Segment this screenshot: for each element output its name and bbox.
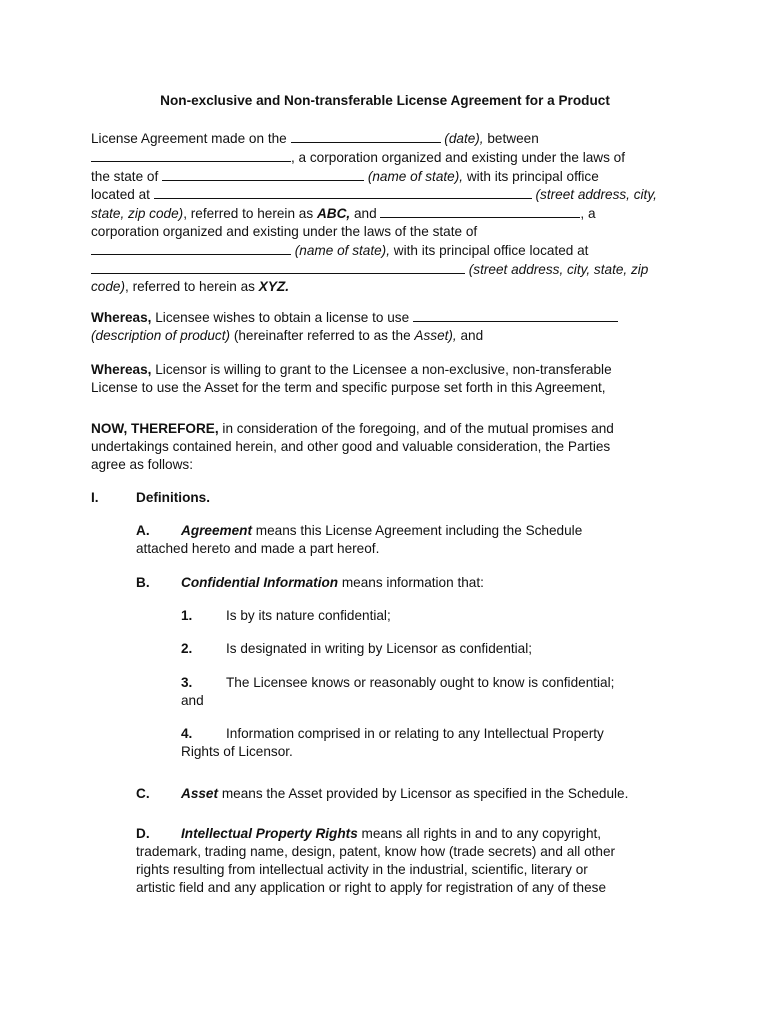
intro-text: License Agreement made on the <box>91 131 287 146</box>
definition-intellectual-property-rights <box>136 825 696 897</box>
date-blank <box>291 129 441 143</box>
intro-text: , referred to herein as <box>125 279 255 295</box>
address-hint: code) <box>91 279 126 295</box>
section-title: Definitions. <box>136 490 211 505</box>
whereas-text: (hereinafter referred to as the <box>233 327 411 343</box>
date-hint: (date), <box>444 131 484 146</box>
list-item-number: 3. <box>181 675 193 690</box>
whereas-line <box>91 308 683 327</box>
list-item-line <box>181 674 661 692</box>
intro-line <box>91 148 683 167</box>
definition-text: means the Asset provided by Licensor as specified in the Schedule. <box>221 786 629 801</box>
product-blank <box>413 308 618 322</box>
list-item-line <box>181 607 661 625</box>
now-therefore-lead: NOW, THEREFORE, <box>91 421 219 436</box>
now-therefore-text: in consideration of the foregoing, and of the mutual promises and <box>222 421 614 436</box>
list-item-line: Rights of Licensor. <box>181 744 293 759</box>
address-hint: (street address, city, <box>535 187 657 203</box>
asset-term: Asset), <box>414 327 457 343</box>
state-blank <box>91 241 291 255</box>
definition-line: trademark, trading name, design, patent, know how (trade secrets) and all other <box>136 844 616 859</box>
definition-line <box>136 522 696 540</box>
intro-line: corporation organized and existing under the laws of the state of <box>91 223 478 239</box>
list-item-number: 2. <box>181 641 193 656</box>
definition-text: means all rights in and to any copyright, <box>361 826 602 841</box>
definition-label: C. <box>136 786 150 801</box>
list-item <box>181 674 661 710</box>
list-item-number: 1. <box>181 608 193 623</box>
intro-line <box>91 241 683 260</box>
definition-line: artistic field and any application or right to apply for registration of any of these <box>136 880 606 895</box>
list-item <box>181 640 661 658</box>
definition-label: D. <box>136 826 150 841</box>
state-hint: (name of state), <box>294 242 390 258</box>
intro-text: , referred to herein as <box>183 206 314 222</box>
whereas-line <box>91 361 683 379</box>
product-hint: (description of product) <box>91 327 231 343</box>
party-abc: ABC, <box>316 206 351 222</box>
licensor-name-blank <box>91 148 291 162</box>
list-item-line: and <box>181 693 204 708</box>
whereas-line <box>91 327 683 345</box>
whereas-paragraph-1 <box>91 308 683 345</box>
document-title: Non-exclusive and Non-transferable License Agreement for a Product <box>160 93 610 108</box>
definition-asset <box>136 785 696 803</box>
intro-text: , a corporation organized and existing under the laws of <box>291 149 626 165</box>
whereas-lead: Whereas, <box>91 310 152 325</box>
intro-text: with its principal office <box>466 168 599 184</box>
intro-text: the state of <box>91 168 159 184</box>
state-hint: (name of state), <box>367 168 464 184</box>
whereas-text: and <box>460 327 484 343</box>
now-therefore-line: agree as follows: <box>91 456 194 472</box>
now-therefore-line: undertakings contained herein, and other good and valuable consideration, the Parties <box>91 438 611 454</box>
definition-line <box>136 825 696 843</box>
intro-line <box>91 167 683 186</box>
intro-text: with its principal office located at <box>393 242 589 258</box>
definition-label: A. <box>136 523 150 538</box>
intro-line <box>91 129 683 148</box>
list-item-text: Is designated in writing by Licensor as confidential; <box>226 641 533 656</box>
address-blank <box>91 260 465 274</box>
definition-confidential-information <box>136 574 696 592</box>
definition-line: rights resulting from intellectual activity in the industrial, scientific, literary or <box>136 862 588 877</box>
definition-line: attached hereto and made a part hereof. <box>136 541 380 556</box>
list-item-line <box>181 640 661 658</box>
intro-line <box>91 185 683 204</box>
definition-term: Confidential Information <box>181 575 339 590</box>
licensee-name-blank <box>380 204 580 218</box>
address-hint: (street address, city, state, zip <box>468 261 649 277</box>
list-item-line <box>181 725 661 743</box>
now-therefore-paragraph <box>91 420 683 473</box>
whereas-line: License to use the Asset for the term and specific purpose set forth in this Agreement, <box>91 379 606 395</box>
definition-label: B. <box>136 575 150 590</box>
section-number: I. <box>91 490 99 505</box>
intro-text: and <box>353 206 377 222</box>
state-blank <box>162 167 364 181</box>
whereas-paragraph-2 <box>91 361 683 397</box>
definition-term: Intellectual Property Rights <box>181 826 358 841</box>
whereas-lead: Whereas, <box>91 362 152 377</box>
list-item-text: The Licensee knows or reasonably ought to know is confidential; <box>226 675 615 690</box>
definition-line <box>136 574 696 592</box>
intro-line <box>91 204 683 223</box>
intro-text: located at <box>91 187 150 203</box>
definition-agreement <box>136 522 696 558</box>
definition-text: means this License Agreement including the Schedule <box>255 523 583 538</box>
address-hint: state, zip code) <box>91 206 184 222</box>
section-heading <box>91 489 691 507</box>
party-xyz: XYZ. <box>258 279 289 295</box>
intro-line <box>91 278 683 296</box>
intro-paragraph <box>91 129 683 296</box>
now-therefore-line <box>91 420 683 438</box>
definition-text: means information that: <box>341 575 484 590</box>
definition-line <box>136 785 696 803</box>
intro-line <box>91 260 683 279</box>
address-blank <box>154 185 532 199</box>
list-item-text: Is by its nature confidential; <box>226 608 391 623</box>
whereas-text: Licensee wishes to obtain a license to use <box>155 310 410 325</box>
intro-text: , a <box>580 206 596 222</box>
definition-term: Agreement <box>181 523 253 538</box>
list-item-number: 4. <box>181 726 193 741</box>
whereas-text: Licensor is willing to grant to the Licensee a non-exclusive, non-transferable <box>155 362 612 377</box>
list-item-text: Information comprised in or relating to any Intellectual Property <box>226 726 604 741</box>
list-item <box>181 607 661 625</box>
list-item <box>181 725 661 761</box>
definition-term: Asset <box>181 786 219 801</box>
intro-text: between <box>487 131 539 146</box>
